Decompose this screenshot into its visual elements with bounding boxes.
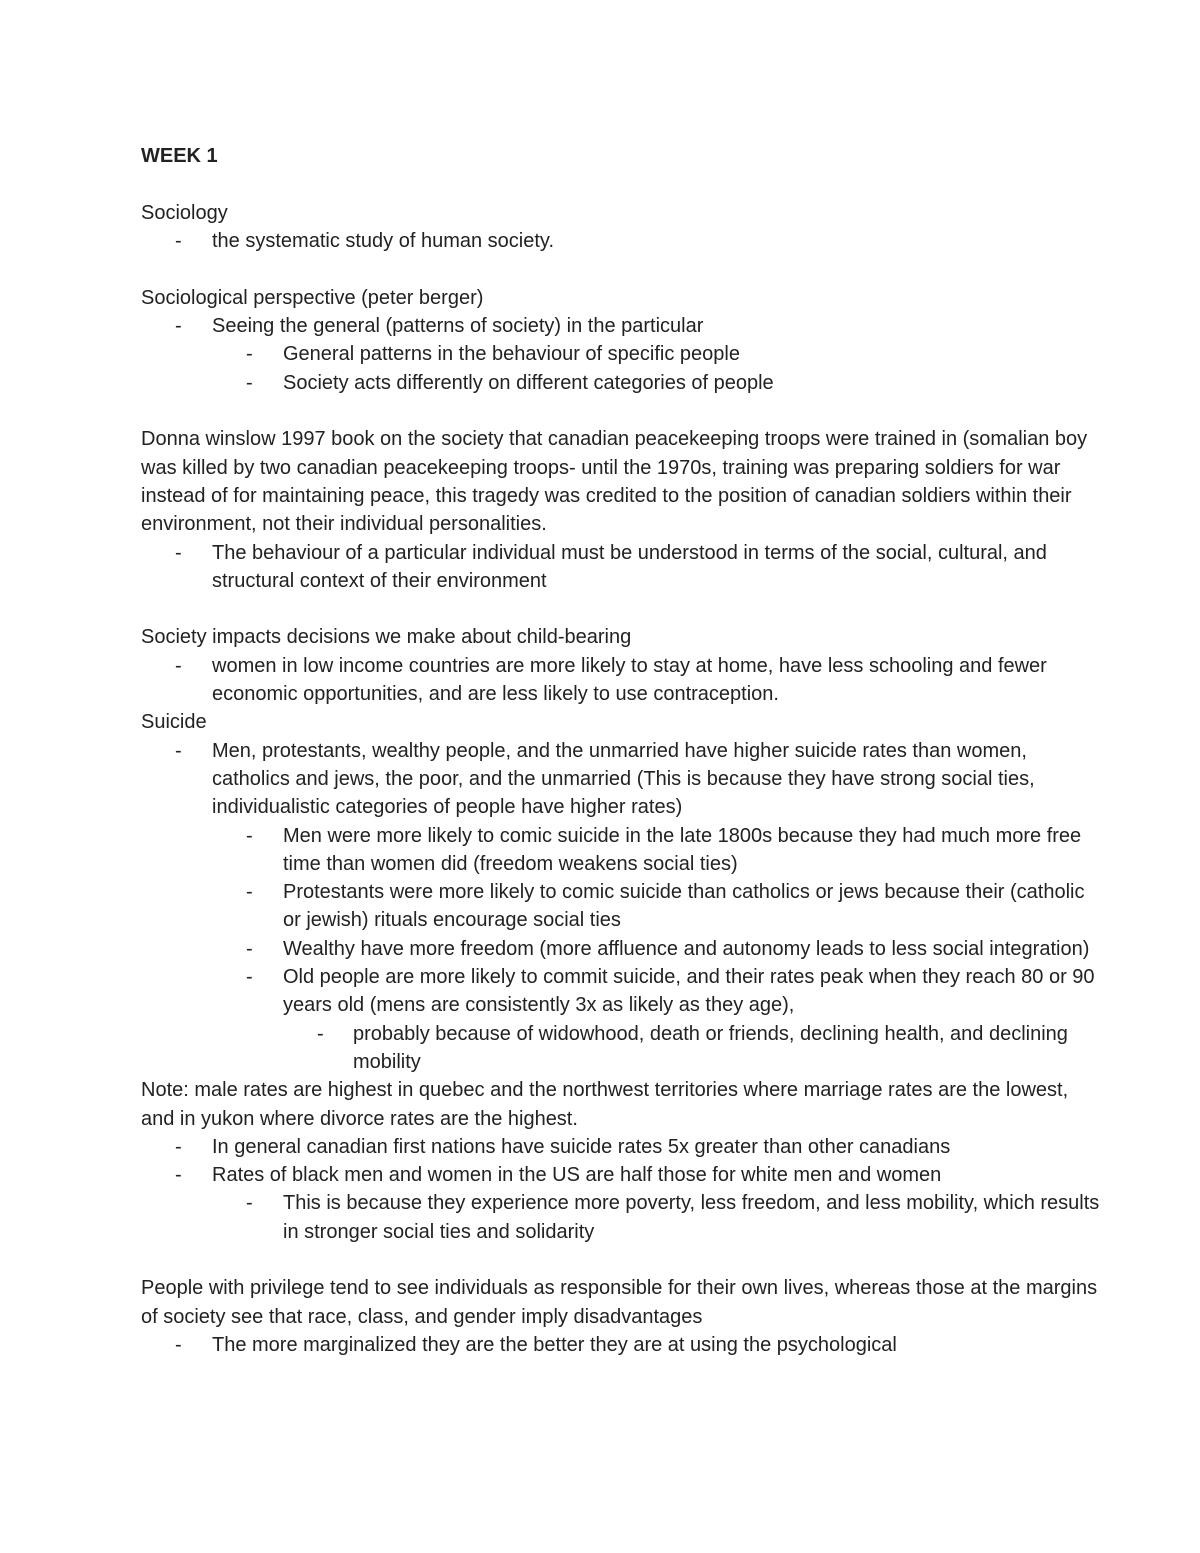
list-item: - Seeing the general (patterns of society) in the particular [141,312,1100,340]
sociology-heading: Sociology [141,202,228,224]
bullet-dash: - [246,881,253,904]
list-item: - Protestants were more likely to comic suicide than catholics or jews because their (catholic or jewish) rituals encourage social ties [141,878,1100,935]
bullet-dash: - [175,1164,182,1187]
note-paragraph: Note: male rates are highest in quebec and the northwest territories where marriage rates are the lowest, and in yukon where divorce rates are the highest. [141,1079,1069,1130]
bullet-dash: - [317,1022,324,1045]
privilege-paragraph: People with privilege tend to see individuals as responsible for their own lives, whereas those at the margins of society see that race, class, and gender imply disadvantages [141,1277,1098,1328]
blank-line [141,397,1100,425]
list-item: - This is because they experience more poverty, less freedom, and less mobility, which results in stronger social ties and solidarity [141,1189,1100,1246]
list-item: - The more marginalized they are the better they are at using the psychological [141,1331,1100,1359]
bullet-dash: - [175,230,182,253]
list-item: - General patterns in the behaviour of specific people [141,340,1100,368]
list-item: - Wealthy have more freedom (more affluence and autonomy leads to less social integration) [141,935,1100,963]
list-item: - Rates of black men and women in the US are half those for white men and women [141,1161,1100,1189]
bullet-dash: - [246,1192,253,1215]
page-title: WEEK 1 [141,145,218,167]
bullet-dash: - [175,1135,182,1158]
bullet-dash: - [246,824,253,847]
list-item: - Men were more likely to comic suicide in the late 1800s because they had much more free time than women did (freedom weakens social ties) [141,822,1100,879]
list-item: - Old people are more likely to commit suicide, and their rates peak when they reach 80 or 90 years old (mens are consistently 3x as likely as they age), [141,963,1100,1020]
perspective-heading: Sociological perspective (peter berger) [141,286,484,309]
bullet-dash: - [246,966,253,989]
winslow-paragraph: Donna winslow 1997 book on the society that canadian peacekeeping troops were trained in (somalian boy was killed by two canadian peacekeeping troops- until the 1970s, training was preparing soldiers for war instead of for maintaining peace, this tragedy was credited to the position of canadian soldiers within their environment, not their individual personalities. [141,428,1088,536]
list-item: - In general canadian first nations have suicide rates 5x greater than other canadians [141,1133,1100,1161]
list-item: - women in low income countries are more likely to stay at home, have less schooling and fewer economic opportunities, and are less likely to use contraception. [141,652,1100,709]
bullet-dash: - [175,654,182,677]
list-item: - the systematic study of human society. [141,227,1100,255]
bullet-dash: - [175,1333,182,1356]
list-item: - The behaviour of a particular individual must be understood in terms of the social, cultural, and structural context of their environment [141,539,1100,596]
bullet-dash: - [175,739,182,762]
blank-line [141,256,1100,284]
bullet-dash: - [246,371,253,394]
bullet-dash: - [175,541,182,564]
list-item: - Men, protestants, wealthy people, and the unmarried have higher suicide rates than women, catholics and jews, the poor, and the unmarried (This is because they have strong social ties, individualistic categories of people have higher rates) [141,737,1100,822]
childbearing-heading: Society impacts decisions we make about child-bearing [141,626,632,649]
bullet-dash: - [246,343,253,366]
bullet-dash: - [246,937,253,960]
list-item: - probably because of widowhood, death or friends, declining health, and declining mobility [141,1020,1100,1077]
blank-line [141,595,1100,623]
list-item: - Society acts differently on different categories of people [141,369,1100,397]
suicide-heading: Suicide [141,711,207,734]
blank-line [141,1246,1100,1274]
bullet-dash: - [175,315,182,338]
